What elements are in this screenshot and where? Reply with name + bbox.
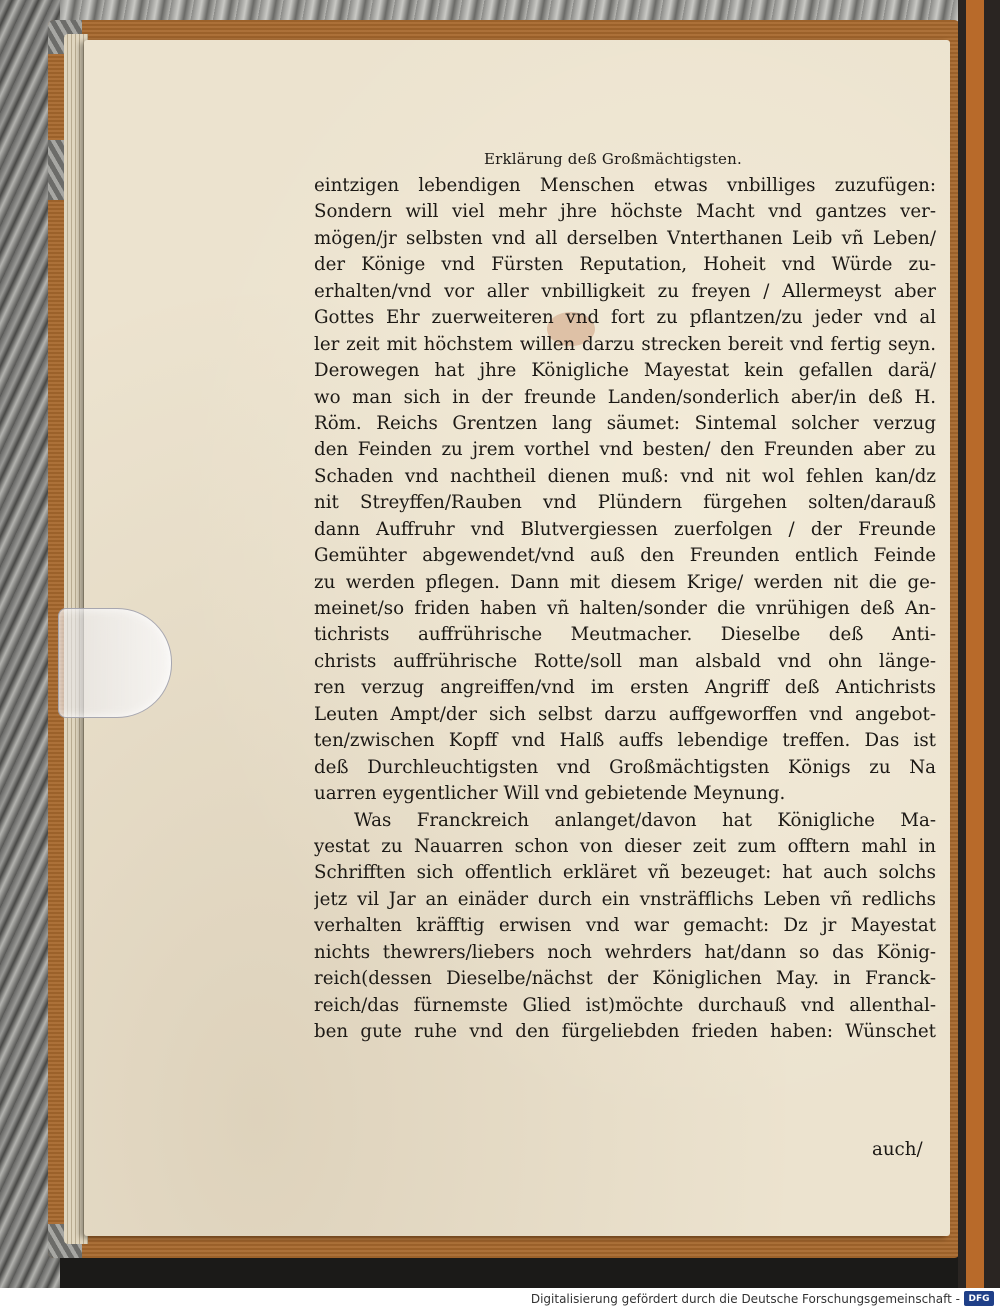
text-line: Derowegen hat jhre Königliche Mayestat kein gefallen darä/ [314, 360, 936, 382]
text-line: Gemühter abgewendet/vnd auß den Freunden entlich Feinde [314, 545, 936, 567]
running-head: Erklärung deß Großmächtigsten. [484, 150, 742, 168]
text-line: den Feinden zu jrem vorthel vnd besten/ den Freunden aber zu [314, 439, 936, 461]
text-line: Schrifften sich offentlich erkläret vñ bezeuget: hat auch solchs [314, 862, 936, 884]
page-holder-slip [58, 608, 172, 718]
text-line: dann Auffruhr vnd Blutvergiessen zuerfolgen / der Freunde [314, 518, 936, 540]
dfg-logo: DFG [964, 1291, 994, 1306]
footer-bar [0, 1288, 1000, 1310]
text-line: ben gute ruhe vnd den fürgeliebden frieden haben: Wünschet [314, 1021, 936, 1042]
text-line: Gottes Ehr zuerweiteren vnd fort zu pflantzen/zu jeder vnd al [314, 307, 936, 329]
text-line: ten/zwischen Kopff vnd Halß auffs lebendige treffen. Das ist [314, 730, 936, 752]
catchword: auch/ [872, 1139, 923, 1160]
text-line: mögen/jr selbsten vnd all derselben Vnterthanen Leib vñ Leben/ [314, 227, 936, 249]
text-line: nit Streyffen/Rauben vnd Plündern fürgehen solten/darauß [314, 492, 936, 514]
text-line: christs auffrührische Rotte/soll man alsbald vnd ohn länge- [314, 650, 936, 672]
text-line: nichts thewrers/liebers noch wehrders hat/dann so das König- [314, 941, 936, 963]
text-line: yestat zu Nauarren schon von dieser zeit zum offtern mahl in [314, 835, 936, 857]
text-line: jetz vil Jar an einäder durch ein vnsträfflichs Leben vñ redlichs [314, 888, 936, 910]
text-line: ler zeit mit höchstem willen darzu strecken bereit vnd fertig seyn. [314, 333, 936, 355]
text-line: zu werden pflegen. Dann mit diesem Krige/ werden nit die ge- [314, 571, 936, 593]
text-line: reich/das fürnemste Glied ist)möchte durchauß vnd allenthal- [314, 994, 936, 1016]
text-line: deß Durchleuchtigsten vnd Großmächtigsten Königs zu Na [314, 756, 936, 778]
text-line: wo man sich in der freunde Landen/sonderlich aber/in deß H. [314, 386, 936, 408]
text-line: eintzigen lebendigen Menschen etwas vnbilliges zuzufügen: [314, 175, 936, 196]
text-line: tichrists auffrührische Meutmacher. Dieselbe deß Anti- [314, 624, 936, 646]
text-line: uarren eygentlicher Will vnd gebietende Meynung. [314, 783, 786, 805]
text-line: Röm. Reichs Grentzen lang säumet: Sintemal solcher verzug [314, 412, 936, 434]
text-line: meinet/so friden haben vñ halten/sonder die vnrühigen deß An- [314, 598, 936, 619]
spine-cloth [966, 0, 984, 1288]
text-line: Was Franckreich anlanget/davon hat Königliche Ma- [354, 809, 936, 831]
footer-credit: Digitalisierung gefördert durch die Deutsche Forschungsgemeinschaft - [530, 1292, 960, 1306]
text-line: Leuten Ampt/der sich selbst darzu auffgeworffen vnd angebot- [314, 703, 936, 725]
body-text [314, 173, 936, 1045]
text-line: verhalten kräfftig erwisen vnd war gemacht: Dz jr Mayestat [314, 915, 936, 937]
text-line: reich(dessen Dieselbe/nächst der Königlichen May. in Franck- [314, 968, 936, 990]
text-line: erhalten/vnd vor aller vnbilligkeit zu freyen / Allermeyst aber [314, 280, 936, 302]
text-line: der Könige vnd Fürsten Reputation, Hoheit vnd Würde zu- [314, 254, 936, 276]
text-line: ren verzug angreiffen/vnd im ersten Angriff deß Antichrists [314, 677, 936, 699]
text-line: Sondern will viel mehr jhre höchste Macht vnd gantzes ver- [314, 201, 936, 223]
text-line: Schaden vnd nachtheil dienen muß: vnd nit wol fehlen kan/dz [314, 465, 936, 487]
